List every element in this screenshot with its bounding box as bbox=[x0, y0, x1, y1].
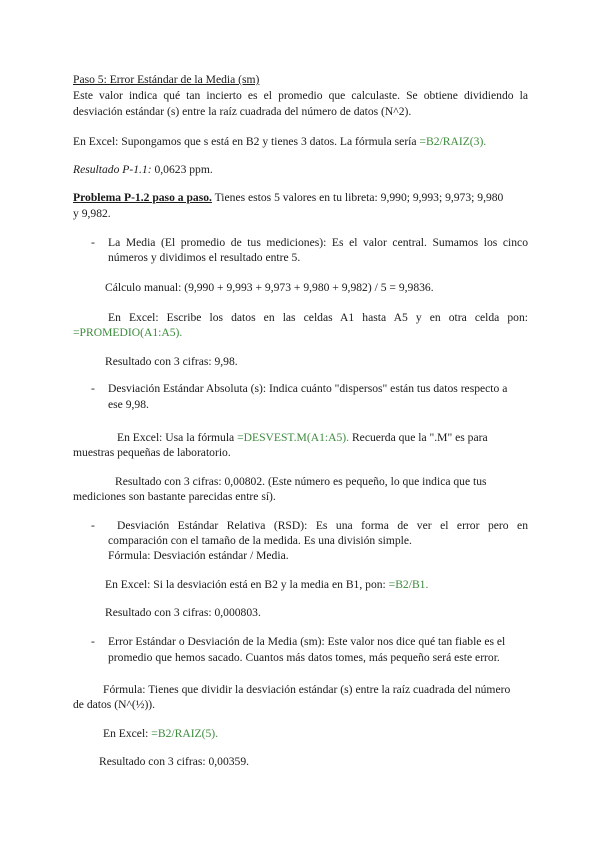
absdev-line1: Desviación Estándar Absoluta (s): Indica cuánto "dispersos" están tus datos respecto a bbox=[108, 382, 508, 395]
sem-excel-text: En Excel: bbox=[103, 727, 152, 740]
absdev-result-line2: mediciones son bastante parecidas entre sí). bbox=[73, 490, 276, 503]
rsd-bullet-dash: - bbox=[91, 519, 95, 532]
sem-formula-line1: Fórmula: Tienes que dividir la desviación estándar (s) entre la raíz cuadrada del número bbox=[103, 683, 511, 696]
mean-manual-calc: Cálculo manual: (9,990 + 9,993 + 9,973 + 9,980 + 9,982) / 5 = 9,9836. bbox=[105, 281, 434, 294]
sem-excel-line bbox=[103, 726, 218, 741]
problem-intro-line2: y 9,982. bbox=[73, 207, 111, 220]
step5-result bbox=[73, 162, 213, 177]
sem-bullet-dash: - bbox=[91, 635, 95, 648]
absdev-result-line1: Resultado con 3 cifras: 0,00802. (Este número es pequeño, lo que indica que tus bbox=[115, 475, 487, 488]
rsd-excel-formula: =B2/B1. bbox=[388, 578, 429, 591]
absdev-excel-post: Recuerda que la ".M" es para bbox=[349, 431, 488, 444]
problem-intro-line1 bbox=[73, 190, 503, 205]
absdev-excel-formula: =DESVEST.M(A1:A5). bbox=[237, 431, 350, 444]
rsd-formula: Fórmula: Desviación estándar / Media. bbox=[108, 549, 289, 562]
rsd-line1: Desviación Estándar Relativa (RSD): Es una forma de ver el error pero en bbox=[117, 519, 528, 532]
sem-formula-line2: de datos (N^(½)). bbox=[73, 698, 156, 711]
problem-intro-text: Tienes estos 5 valores en tu libreta: 9,990; 9,993; 9,973; 9,980 bbox=[211, 191, 504, 204]
step5-excel-text: En Excel: Supongamos que s está en B2 y tienes 3 datos. La fórmula sería bbox=[73, 135, 420, 148]
mean-bullet-dash: - bbox=[91, 236, 95, 249]
mean-line2: números y dividimos el resultado entre 5. bbox=[108, 251, 301, 264]
mean-excel-formula: =PROMEDIO(A1:A5). bbox=[73, 326, 183, 339]
absdev-excel-line2: muestras pequeñas de laboratorio. bbox=[73, 446, 231, 459]
absdev-excel-line1 bbox=[117, 430, 488, 445]
absdev-excel-pre: En Excel: Usa la fórmula bbox=[117, 431, 238, 444]
rsd-excel-line bbox=[105, 577, 428, 592]
step5-excel-line bbox=[73, 134, 486, 149]
step5-result-value: 0,0623 ppm. bbox=[151, 163, 213, 176]
mean-excel-line1: En Excel: Escribe los datos en las celdas A1 hasta A5 y en otra celda pon: bbox=[108, 311, 528, 324]
sem-excel-formula: =B2/RAIZ(5). bbox=[151, 727, 219, 740]
sem-result: Resultado con 3 cifras: 0,00359. bbox=[99, 755, 250, 768]
step5-excel-formula: =B2/RAIZ(3). bbox=[419, 135, 487, 148]
absdev-line2: ese 9,98. bbox=[108, 398, 149, 411]
step5-text-line2: desviación estándar (s) entre la raíz cuadrada del número de datos (N^2). bbox=[73, 105, 412, 118]
rsd-excel-text: En Excel: Si la desviación está en B2 y la media en B1, pon: bbox=[105, 578, 389, 591]
problem-title: Problema P-1.2 paso a paso. bbox=[73, 191, 212, 204]
step5-title: Paso 5: Error Estándar de la Media (sm) bbox=[73, 73, 260, 86]
sem-line2: promedio que hemos sacado. Cuantos más datos tomes, más pequeño será este error. bbox=[108, 651, 500, 664]
step5-text-line1: Este valor indica qué tan incierto es el promedio que calculaste. Se obtiene dividiendo la bbox=[73, 89, 528, 102]
mean-line1: La Media (El promedio de tus mediciones): Es el valor central. Sumamos los cinco bbox=[108, 236, 528, 249]
rsd-result: Resultado con 3 cifras: 0,000803. bbox=[105, 606, 261, 619]
sem-line1: Error Estándar o Desviación de la Media (sm): Este valor nos dice qué tan fiable es el bbox=[108, 635, 506, 648]
absdev-bullet-dash: - bbox=[91, 382, 95, 395]
step5-result-label: Resultado P-1.1: bbox=[73, 163, 152, 176]
mean-result: Resultado con 3 cifras: 9,98. bbox=[105, 355, 238, 368]
rsd-line2: comparación con el tamaño de la medida. Es una división simple. bbox=[108, 534, 412, 547]
